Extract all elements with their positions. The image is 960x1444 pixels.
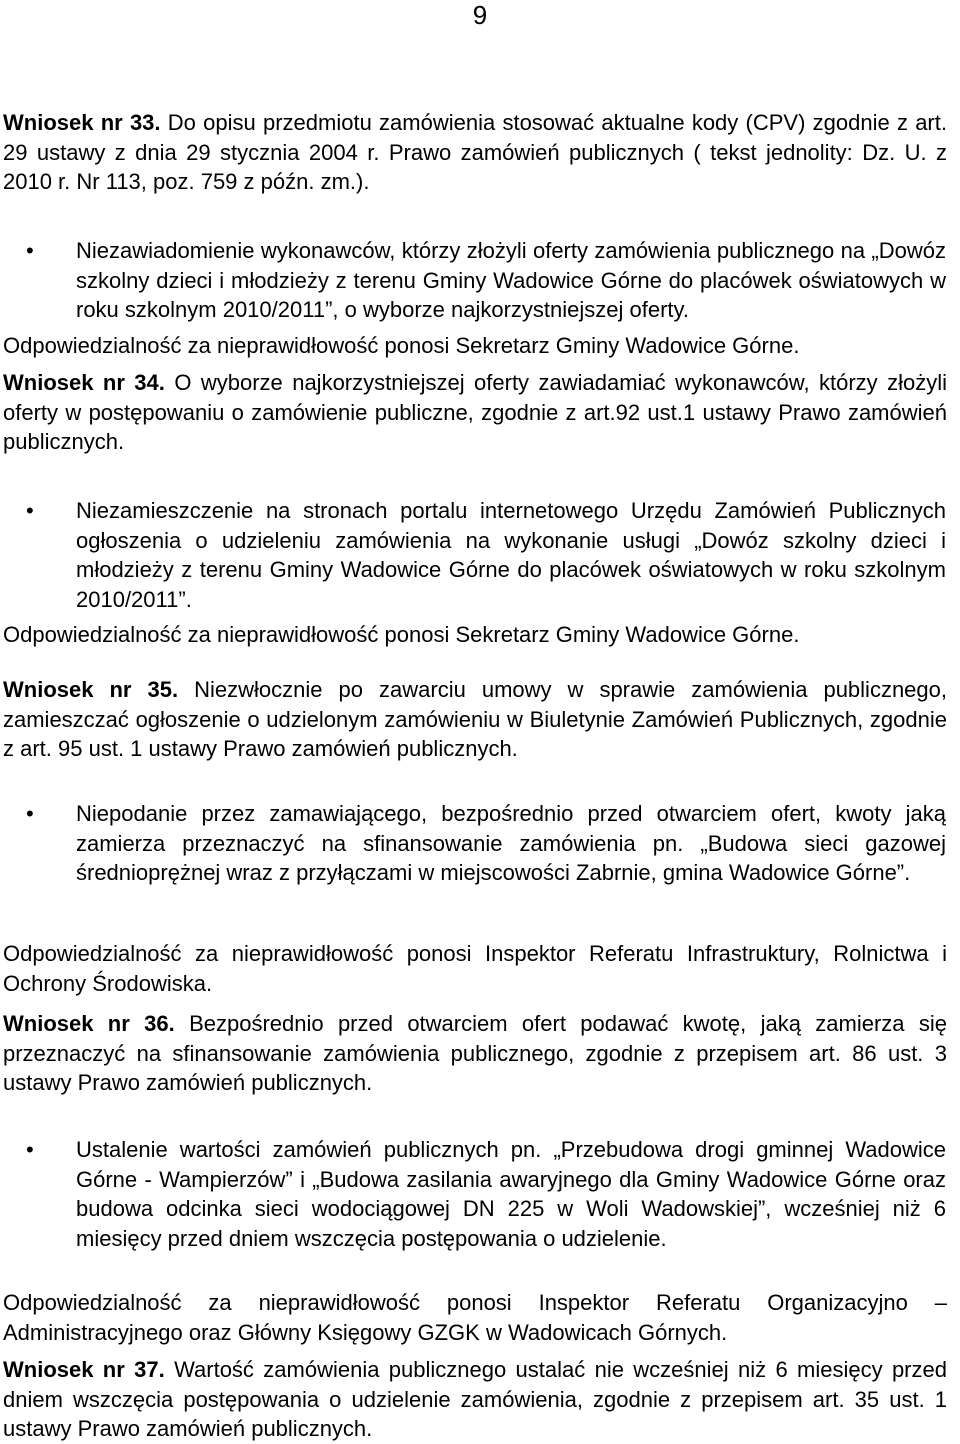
request-33	[3, 108, 947, 197]
request-label: Wniosek nr 35.	[3, 677, 179, 702]
responsibility-4: Odpowiedzialność za nieprawidłowość ponosi Inspektor Referatu Organizacyjno – Administracyjnego oraz Główny Księgowy GZGK w Wadowicach Górnych.	[3, 1290, 947, 1345]
bullet-icon: •	[26, 238, 34, 263]
request-text: Wartość zamówienia publicznego ustalać nie wcześniej niż 6 miesięcy przed dniem wszczęcia postępowania o udzielenie zamówienia, zgodnie z przepisem art. 35 ust. 1 ustawy Prawo zamówień publicznych.	[3, 1357, 947, 1441]
bullet-icon: •	[26, 801, 34, 826]
request-label: Wniosek nr 36.	[3, 1011, 175, 1036]
finding-text: Niezawiadomienie wykonawców, którzy złożyli oferty zamówienia publicznego na „Dowóz szkolny dzieci i młodzieży z terenu Gminy Wadowice Górne do placówek oświatowych w roku szkolnym 2010/2011”, o wyborze najkorzystniejszej oferty.	[76, 238, 946, 322]
request-35	[3, 675, 947, 764]
finding-text: Niezamieszczenie na stronach portalu internetowego Urzędu Zamówień Publicznych ogłoszenia o udzieleniu zamówienia na wykonanie usługi „Dowóz szkolny dzieci i młodzieży z terenu Gminy Wadowice Górne do placówek oświatowych w roku szkolnym 2010/2011”.	[76, 498, 946, 612]
request-label: Wniosek nr 34.	[3, 370, 165, 395]
request-label: Wniosek nr 33.	[3, 110, 161, 135]
request-text: O wyborze najkorzystniejszej oferty zawiadamiać wykonawców, którzy złożyli oferty w postępowaniu o zamówienie publiczne, zgodnie z art.92 ust.1 ustawy Prawo zamówień publicznych.	[3, 370, 947, 454]
request-text: Bezpośrednio przed otwarciem ofert podawać kwotę, jaką zamierza się przeznaczyć na sfinansowanie zamówienia publicznego, zgodnie z przepisem art. 86 ust. 3 ustawy Prawo zamówień publicznych.	[3, 1011, 947, 1095]
bullet-icon: •	[26, 498, 34, 523]
responsibility-3: Odpowiedzialność za nieprawidłowość ponosi Inspektor Referatu Infrastruktury, Rolnictwa i Ochrony Środowiska.	[3, 941, 947, 996]
request-text: Niezwłocznie po zawarciu umowy w sprawie zamówienia publicznego, zamieszczać ogłoszenie o udzielonym zamówieniu w Biuletynie Zamówień Publicznych, zgodnie z art. 95 ust. 1 ustawy Prawo zamówień publicznych.	[3, 677, 947, 761]
bullet-icon: •	[26, 1137, 34, 1162]
request-label: Wniosek nr 37.	[3, 1357, 165, 1382]
page-number: 9	[472, 0, 488, 30]
finding-text: Ustalenie wartości zamówień publicznych pn. „Przebudowa drogi gminnej Wadowice Górne - Wampierzów” i „Budowa zasilania awaryjnego dla Gminy Wadowice Górne oraz budowa odcinka sieci wodociągowej DN 225 w Woli Wadowskiej”, wcześniej niż 6 miesięcy przed dniem wszczęcia postępowania o udzielenie.	[76, 1137, 946, 1251]
responsibility-1: Odpowiedzialność za nieprawidłowość ponosi Sekretarz Gminy Wadowice Górne.	[3, 333, 800, 358]
request-text: Do opisu przedmiotu zamówienia stosować aktualne kody (CPV) zgodnie z art. 29 ustawy z dnia 29 stycznia 2004 r. Prawo zamówień publicznych ( tekst jednolity: Dz. U. z 2010 r. Nr 113, poz. 759 z późn. zm.).	[3, 110, 947, 194]
request-37	[3, 1355, 947, 1444]
request-36	[3, 1009, 947, 1098]
finding-text: Niepodanie przez zamawiającego, bezpośrednio przed otwarciem ofert, kwoty jaką zamierza przeznaczyć na sfinansowanie zamówienia pn. „Budowa sieci gazowej średnioprężnej wraz z przyłączami w miejscowości Zabrnie, gmina Wadowice Górne”.	[76, 801, 946, 885]
request-34	[3, 368, 947, 457]
responsibility-2: Odpowiedzialność za nieprawidłowość ponosi Sekretarz Gminy Wadowice Górne.	[3, 622, 800, 647]
